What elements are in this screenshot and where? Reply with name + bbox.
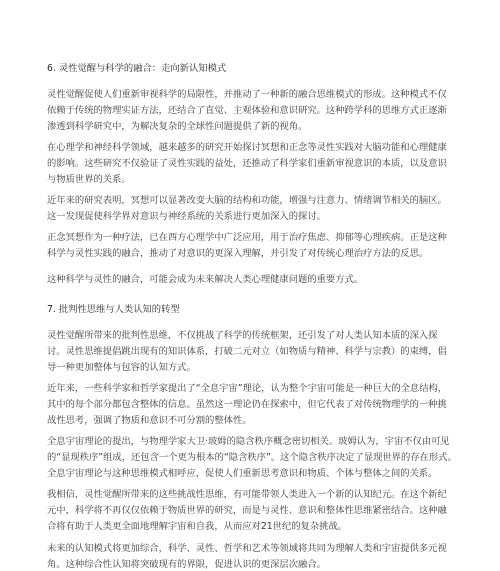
paragraph-line: 的影响。这些研究不仅验证了灵性实践的益处，还推动了科学家们重新审视意识的本质，以及意识	[47, 158, 447, 169]
paragraph-line: 灵性觉醒促使人们重新审视科学的局限性，并推动了一种新的融合思维模式的形成。这种模式不仅	[47, 89, 447, 100]
paragraph-line: 全息宇宙理论的提出，与物理学家大卫·玻姆的隐含秩序概念密切相关。玻姆认为，宇宙不仅由可见	[47, 436, 450, 447]
paragraph-line: 依赖于传统的物理实证方法，还结合了直觉、主观体验和意识研究。这种跨学科的思维方式正逐渐	[47, 105, 447, 116]
paragraph-line: 与物质世界的关系。	[47, 174, 131, 185]
section-heading: 6. 灵性觉醒与科学的融合：走向新认知模式	[47, 63, 227, 74]
paragraph-line: 科学与灵性实践的融合，推动了对意识的更深入理解，并引发了对传统心理治疗方法的反思。	[47, 248, 429, 259]
paragraph-line: 渗透到科学研究中，为解决复杂的全球性问题提供了新的视角。	[47, 121, 308, 132]
paragraph-line: 讨。灵性思维提倡跳出现有的知识体系，打破二元对立（如物质与精神、科学与宗教）的束缚，倡	[47, 346, 447, 357]
paragraph-line: 角。这种综合性认知将突破现有的界限，促进认识的更深层次融合。	[47, 559, 326, 570]
paragraph-line: 近年来的研究表明，冥想可以显著改变大脑的结构和功能，增强与注意力、情绪调节相关的脑区。	[47, 195, 447, 206]
paragraph-line: 我相信，灵性觉醒所带来的这些挑战性思维，有可能带领人类进入一个新的认知纪元。在这个新纪	[47, 489, 447, 500]
paragraph-line: 合将有助于人类更全面地理解宇宙和自我，从而应对21世纪的复杂挑战。	[47, 521, 348, 532]
paragraph-line: 这一发现促使科学界对意识与神经系统的关系进行更加深入的探讨。	[47, 211, 326, 222]
paragraph-line: 这种科学与灵性的融合，可能会成为未来解决人类心理健康问题的重要方式。	[47, 274, 364, 285]
paragraph-line: 全息宇宙理论与这种思维模式相呼应，促使人们重新思考意识和物质、个体与整体之间的关系。	[47, 468, 438, 479]
paragraph-line: 导一种更加整体与包容的认知方式。	[47, 362, 196, 373]
paragraph-line: 其中的每个部分都包含整体的信息。虽然这一理论仍在探索中，但它代表了对传统物理学的一种挑	[47, 399, 447, 410]
paragraph-line: 战性思考，强调了物质和意识不可分割的整体性。	[47, 415, 252, 426]
paragraph-line: 在心理学和神经科学领域，越来越多的研究开始探讨冥想和正念等灵性实践对大脑功能和心理健康	[47, 142, 447, 153]
paragraph-line: 正念冥想作为一种疗法，已在西方心理学中广泛应用，用于治疗焦虑、抑郁等心理疾病。正是这种	[47, 232, 447, 243]
paragraph-line: 近年来，一些科学家和哲学家提出了“全息宇宙”理论，认为整个宇宙可能是一种巨大的全息结构，	[47, 383, 448, 394]
paragraph-line: 的“显现秩序”组成，还包含一个更为根本的“隐含秩序”。这个隐含秩序决定了显现世界的存在形式。	[47, 452, 457, 463]
paragraph-line: 灵性觉醒所带来的批判性思维，不仅挑战了科学的传统框架，还引发了对人类认知本质的深入探	[47, 330, 438, 341]
paragraph-line: 未来的认知模式将更加综合，科学、灵性、哲学和艺术等领域将共同为理解人类和宇宙提供多元视	[47, 543, 447, 554]
section-heading: 7. 批判性思维与人类认知的转型	[47, 304, 180, 315]
paragraph-line: 元中，科学将不再仅仅依赖于物质世界的研究，而是与灵性、意识和整体性思维紧密结合。这种融	[47, 505, 447, 516]
